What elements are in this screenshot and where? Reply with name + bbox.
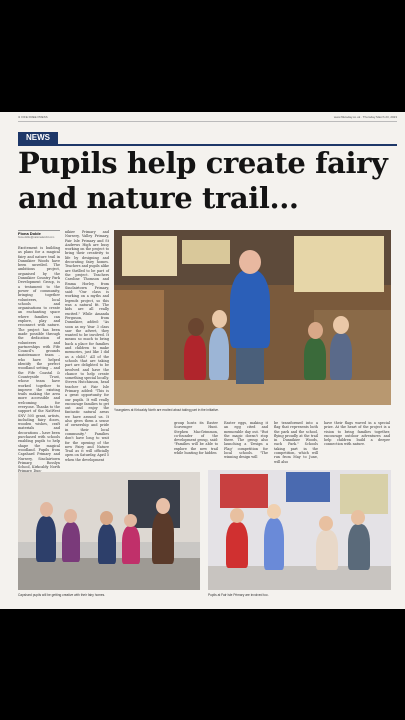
top-photo-caption: Youngsters at Kirkcaldy North are excited about taking part in the initiative. xyxy=(114,408,219,412)
wall-display xyxy=(286,472,330,502)
display-board xyxy=(182,240,230,264)
page-number: 4 xyxy=(18,115,20,119)
adult-head xyxy=(156,498,170,514)
child-figure xyxy=(62,522,80,562)
paper-name: FIFE FREE PRESS xyxy=(21,115,48,119)
child-figure xyxy=(226,522,248,568)
child-head xyxy=(188,318,204,336)
child-figure xyxy=(304,338,326,380)
article-column-4: Easter eggs, making it an egg cited and memorable day out. "But the magic doesn't stop there. The group also launching a 'Design a Flag' competition for local schools. "The winning design will xyxy=(224,421,268,460)
child-head xyxy=(319,516,333,531)
byline xyxy=(18,230,60,245)
teacher-jeans xyxy=(236,348,264,384)
display-board xyxy=(122,236,177,276)
bottom-right-caption: Pupils at Fair Isle Primary are involved too. xyxy=(208,593,269,597)
child-head xyxy=(267,504,281,519)
wall-display xyxy=(340,474,388,514)
section-bar xyxy=(18,132,397,146)
child-figure xyxy=(36,516,56,562)
article-column-1: Excitement is building as plans for a magical fairy and nature trail in Dunnikier Woods have been unveiled. The ambitious project, organised by the Dunnikier Country Park Development Group, is a testament to the power of community, bringing together volunteers, local schools and organisations to create an enchanting space where families can explore, play and reconnect with nature. The project has been made possible through the dedication of volunteers and partnerships with Fife Council's grounds maintenance team – who have helped identify the perfect woodland setting – and the Fife Coastal & Countryside Trust, whose team have worked together to improve the existing trails making the area more accessible and welcoming for everyone. Thanks to the support of the NatWest SNV 505 grant, artists, including fairy doors, wooden wishes, craft materials and decorations – have been purchased with schools enabling pupils to help shape the magical woodland. Pupils from Capshard Primary and Nursery, Sinclairtown Primary, Rosslyn School, Kirkcaldy North xyxy=(18,246,60,470)
child-figure xyxy=(348,524,370,570)
child-head xyxy=(212,310,227,328)
article-column-5: be transformed into a flag that represents both the park and the school, flying proudly at the trail in Dunnikier Woods, each Park." Schools taking part in the competition, which will run from May to June, will also xyxy=(274,421,318,464)
child-head xyxy=(40,502,53,517)
bottom-right-photo xyxy=(208,470,391,590)
top-photo xyxy=(114,230,391,405)
article-column-3: group hosts its Easter Scavenger Hunt. Stephen MacGrimmon, co-founder of the development group, said: "Families will be able to explore the new trail while hunting for hidden xyxy=(174,421,218,456)
bottom-left-caption: Capshard pupils will be getting creative with their fairy homes. xyxy=(18,593,106,597)
child-figure xyxy=(122,526,140,564)
child-head xyxy=(351,510,365,525)
article-column-2: nikier Primary and Nursery, Valley Primary, Fair Isle Primary and St Andrews High are busy working on the project to bring their creativity to life by designing and decorating fairy homes. Teachers and pupils alike are thrilled to be part of the project. Teachers Caroline Thomson and Emma Horley, from Sinclairtown Primary, said: "Our class is working on a myths and legends project, so this was a natural fit. The kids are all really excited." While Amanda Ferguson, from Dunnikier, added: "As soon as my Year 3 class saw the advert, they wanted to be involved. It means so much to bring back a place for families and children to make memories, just like I did as a child." All of the schools that are taking part are delighted to be involved and have the chance to help create something special locally. Steven Hutchinson, head teacher at Fair Isle Primary, added: "This is a great opportunity for our pupils. It will really encourage families to get out and enjoy the fantastic natural areas we have around us. It also gives them a sense of ownership and pride in their local community." Families don't have long to wait for the opening of the new Fairy and Nature Trail as it will officially open on Saturday, April 5 when the development xyxy=(65,230,109,462)
child-figure xyxy=(209,328,229,380)
child-head xyxy=(100,511,113,525)
article-column-6: have their flags waved in a special prize. At the heart of the project is a vision to bring families together, encourage outdoor adventures and help children build a deeper connection with nature. xyxy=(324,421,390,447)
child-head xyxy=(124,514,137,527)
running-header xyxy=(18,115,397,122)
teacher-figure xyxy=(230,270,270,348)
teacher-head xyxy=(239,250,261,274)
bottom-left-photo xyxy=(18,472,200,590)
wall-display xyxy=(220,474,268,508)
child-head xyxy=(64,509,77,523)
child-figure xyxy=(264,518,284,570)
byline-name: Fiona Doble xyxy=(18,231,41,236)
newspaper-page xyxy=(0,112,405,609)
display-board xyxy=(294,236,384,292)
child-figure xyxy=(316,530,338,570)
adult-figure xyxy=(152,512,174,564)
page-number-and-paper xyxy=(18,115,48,121)
child-figure xyxy=(184,335,206,380)
child-head xyxy=(230,508,244,523)
section-tag: NEWS xyxy=(18,132,58,144)
byline-email: fiona.doble@nationalworld.com xyxy=(18,236,55,239)
child-figure xyxy=(98,524,116,564)
website-date: www.fifetoday.co.uk · Thursday March 23, 2023 xyxy=(333,115,397,119)
child-head xyxy=(308,322,323,339)
child-figure xyxy=(330,333,352,380)
headline: Pupils help create fairy and nature trail... xyxy=(18,146,388,215)
child-head xyxy=(333,316,349,334)
